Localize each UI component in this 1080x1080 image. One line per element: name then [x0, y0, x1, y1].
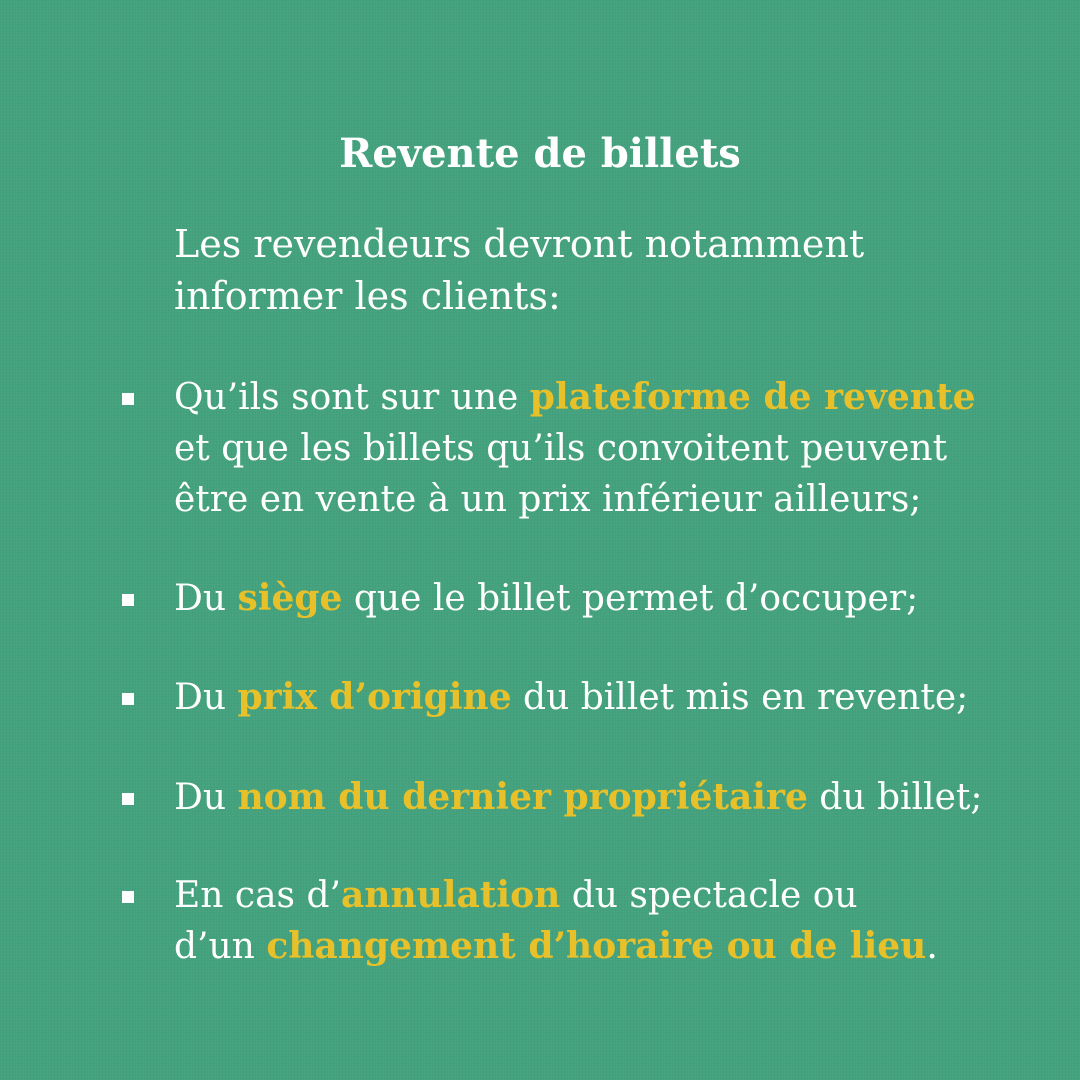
bullet-square-icon — [122, 594, 134, 606]
item-text: En cas d’ — [174, 875, 341, 916]
item-highlight: annulation — [340, 874, 561, 916]
item-text: être en vente à un prix inférieur ailleurs; — [174, 479, 922, 520]
list-item-platform — [174, 372, 1054, 525]
list-item-cancellation — [174, 870, 1054, 972]
list-item-last-owner — [174, 772, 1054, 823]
card-title: Revente de billets — [339, 130, 741, 177]
item-text: du billet; — [807, 777, 983, 818]
item-text: Du — [174, 777, 238, 818]
item-text: et que les billets qu’ils convoitent peuvent — [174, 428, 948, 469]
item-text: du spectacle ou — [560, 875, 858, 916]
item-text: Qu’ils sont sur une — [174, 377, 530, 418]
item-text: du billet mis en revente; — [511, 677, 969, 718]
item-text: d’un — [174, 926, 267, 967]
intro-line-1: Les revendeurs devront notamment — [174, 222, 865, 266]
item-highlight: siège — [237, 577, 343, 619]
item-highlight: prix d’origine — [237, 676, 512, 718]
bullet-square-icon — [122, 891, 134, 903]
intro-line-2: informer les clients: — [174, 274, 561, 318]
intro-text — [174, 218, 1034, 322]
item-highlight: nom du dernier propriétaire — [237, 776, 808, 818]
bullet-square-icon — [122, 693, 134, 705]
list-item-seat — [174, 573, 1054, 624]
item-text: que le billet permet d’occuper; — [342, 578, 919, 619]
bullet-square-icon — [122, 393, 134, 405]
item-highlight: plateforme de revente — [529, 376, 976, 418]
item-text: Du — [174, 578, 238, 619]
item-text: Du — [174, 677, 238, 718]
item-text: . — [926, 926, 938, 967]
list-item-original-price — [174, 672, 1054, 723]
bullet-square-icon — [122, 793, 134, 805]
item-highlight: changement d’horaire ou de lieu — [266, 925, 927, 967]
